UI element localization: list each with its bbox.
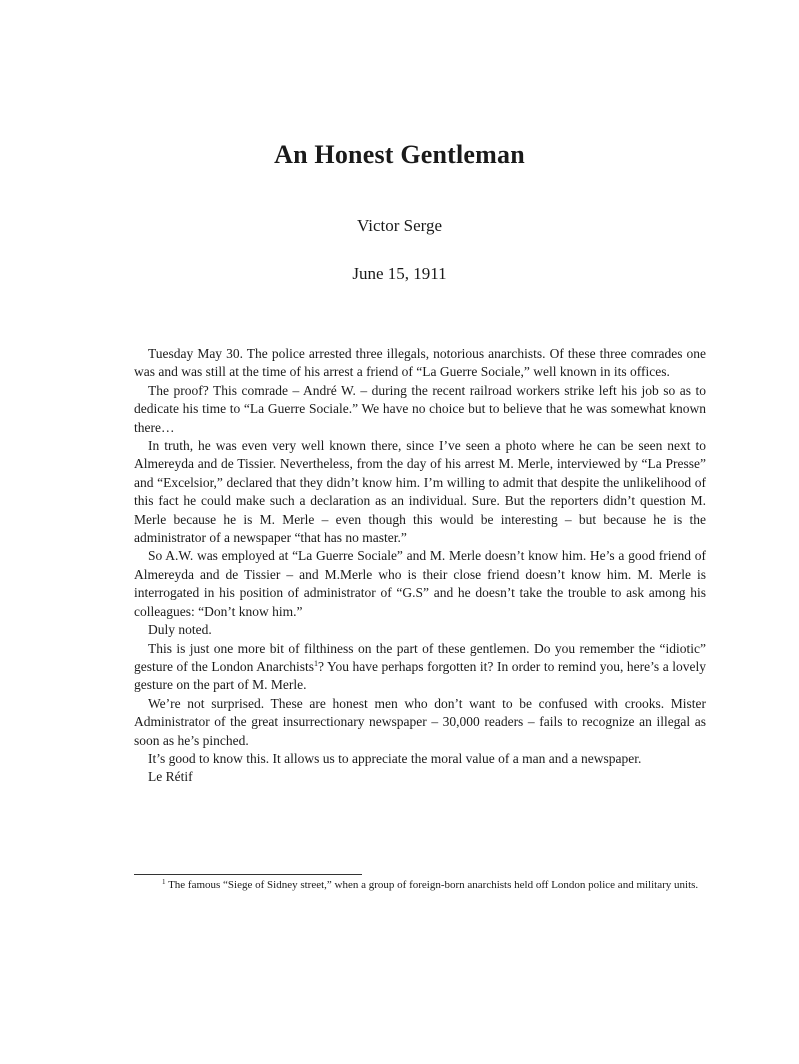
- footnote-reference[interactable]: 1: [313, 658, 318, 668]
- paragraph: In truth, he was even very well known there, since I’ve seen a photo where he can be seen next to Almereyda and de Tissier. Nevertheless, from the day of his arrest M. Merle, interviewed by “La Presse” and “Excelsior,” declared that they didn’t know him. I’m willing to admit that despite the unlikelihood of this fact he could make such a declaration as an individual. Sure. But the reporters didn’t question M. Merle because he is M. Merle – even though this would be interesting – but because he is the administrator of a newspaper “that has no master.”: [134, 438, 706, 546]
- footnote-paragraph: [134, 878, 706, 894]
- signature: Le Rétif: [148, 769, 193, 785]
- footnote-marker: 1: [162, 878, 166, 886]
- author-name: Victor Serge: [356, 216, 443, 235]
- paragraph: Duly noted.: [148, 622, 212, 638]
- footnote-text: The famous “Siege of Sidney street,” when a group of foreign-born anarchists held off London police and military units.: [168, 879, 699, 891]
- publication-date: June 15, 1911: [352, 264, 447, 283]
- paragraph-text-before: This is just one more bit of filthiness on the part of these gentlemen. Do you remember the “idiotic” gesture of the London Anarchists: [134, 640, 706, 674]
- footnote: [134, 878, 706, 894]
- paragraph: Tuesday May 30. The police arrested three illegals, notorious anarchists. Of these three comrades one was and was still at the time of his arrest a friend of “La Guerre Sociale,” well known in its offices.: [134, 346, 706, 380]
- page-title: An Honest Gentleman: [274, 140, 525, 169]
- footnote-divider: [134, 874, 362, 875]
- article-body: [134, 345, 706, 787]
- paragraph: We’re not surprised. These are honest men who don’t want to be confused with crooks. Mister Administrator of the great insurrectionary newspaper – 30,000 readers – fails to recognize an illegal as soon as he’s pinched.: [134, 695, 706, 748]
- paragraph: It’s good to know this. It allows us to appreciate the moral value of a man and a newspaper.: [148, 750, 642, 766]
- paragraph: The proof? This comrade – André W. – during the recent railroad workers strike left his job so as to dedicate his time to “La Guerre Sociale.” We have no choice but to believe that he was somewhat known there…: [134, 382, 706, 435]
- paragraph-text-after: ? You have perhaps forgotten it? In order to remind you, here’s a lovely gesture on the part of M. Merle.: [134, 658, 706, 693]
- paragraph: So A.W. was employed at “La Guerre Sociale” and M. Merle doesn’t know him. He’s a good friend of Almereyda and de Tissier – and M.Merle who is their close friend doesn’t know him. M. Merle is interrogated in his position of administrator of “G.S” and he doesn’t take the trouble to ask among his colleagues: “Don’t know him.”: [134, 548, 706, 619]
- paragraph-with-footnote: [134, 640, 706, 695]
